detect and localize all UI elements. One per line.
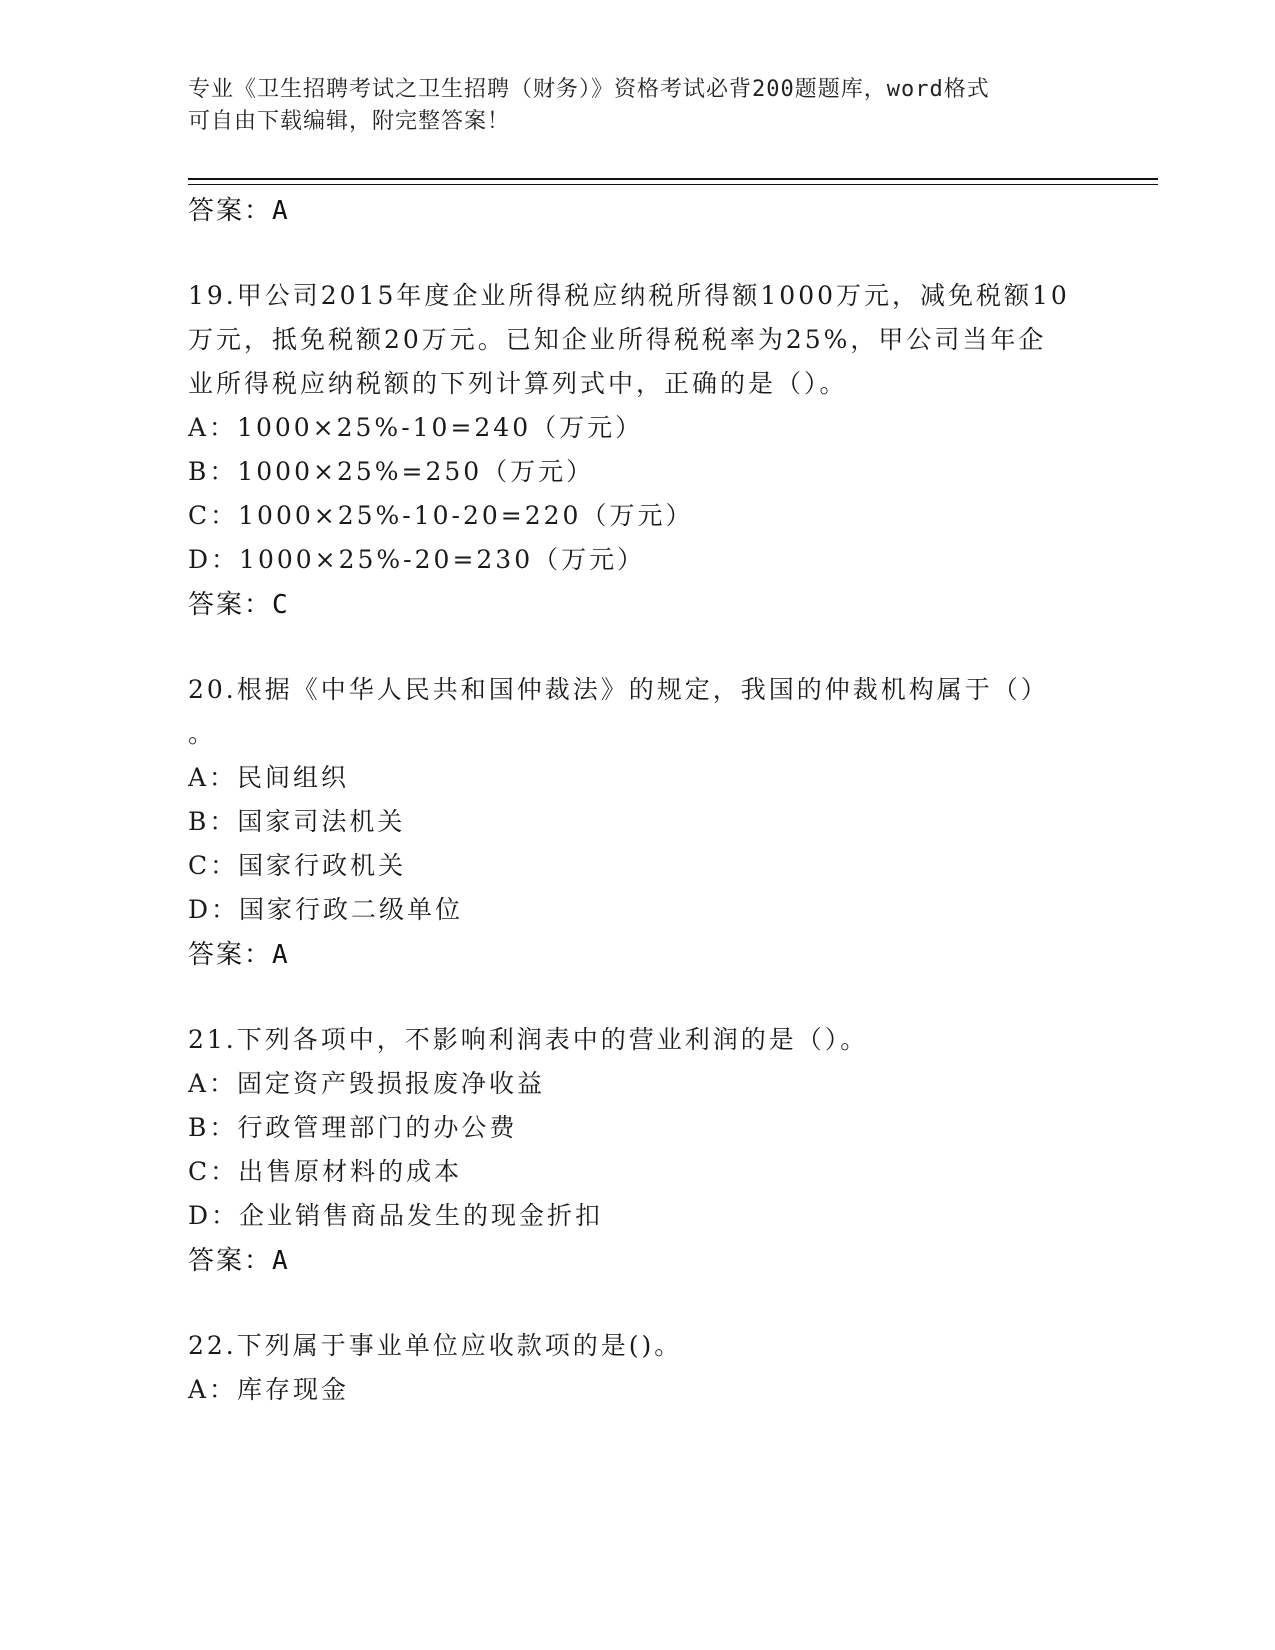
header-rule-thin	[188, 184, 1158, 185]
q20-option-d: D：国家行政二级单位	[188, 895, 464, 924]
q21-option-b: B：行政管理部门的办公费	[188, 1113, 518, 1142]
q22-stem-line-1: 22.下列属于事业单位应收款项的是()。	[188, 1331, 683, 1360]
header-rule-thick	[188, 178, 1158, 180]
document-header	[188, 74, 1088, 138]
q20-stem-line-1: 20.根据《中华人民共和国仲裁法》的规定，我国的仲裁机构属于（）	[188, 675, 1049, 704]
q20-option-b: B：国家司法机关	[188, 807, 406, 836]
q20-option-c: C：国家行政机关	[188, 851, 407, 880]
q21-stem-line-1: 21.下列各项中，不影响利润表中的营业利润的是（）。	[188, 1025, 869, 1054]
q19-stem-line-3: 业所得税应纳税额的下列计算列式中，正确的是（）。	[188, 369, 848, 398]
q19-option-b: B：1000×25%=250（万元）	[188, 457, 595, 486]
q21-option-d: D：企业销售商品发生的现金折扣	[188, 1201, 604, 1230]
header-line-1: 专业《卫生招聘考试之卫生招聘（财务）》资格考试必背200题题库，word格式	[188, 77, 990, 102]
q19-option-d: D：1000×25%-20=230（万元）	[188, 545, 646, 574]
q19-stem-line-1: 19.甲公司2015年度企业所得税应纳税所得额1000万元，减免税额10	[188, 281, 1070, 310]
header-line-2: 可自由下载编辑，附完整答案！	[188, 109, 511, 134]
q20-stem-line-2: 。	[188, 719, 217, 748]
q21-answer: 答案：A	[188, 1246, 290, 1276]
answer-previous: 答案：A	[188, 196, 290, 226]
q20-answer: 答案：A	[188, 940, 290, 970]
q19-stem-line-2: 万元，抵免税额20万元。已知企业所得税税率为25%，甲公司当年企	[188, 325, 1047, 354]
q19-answer: 答案：C	[188, 590, 290, 620]
q21-option-c: C：出售原材料的成本	[188, 1157, 463, 1186]
q20-option-a: A：民间组织	[188, 763, 350, 792]
q22-option-a: A：库存现金	[188, 1375, 350, 1404]
q19-option-c: C：1000×25%-10-20=220（万元）	[188, 501, 694, 530]
q21-option-a: A：固定资产毁损报废净收益	[188, 1069, 546, 1098]
q19-option-a: A：1000×25%-10=240（万元）	[188, 413, 644, 442]
